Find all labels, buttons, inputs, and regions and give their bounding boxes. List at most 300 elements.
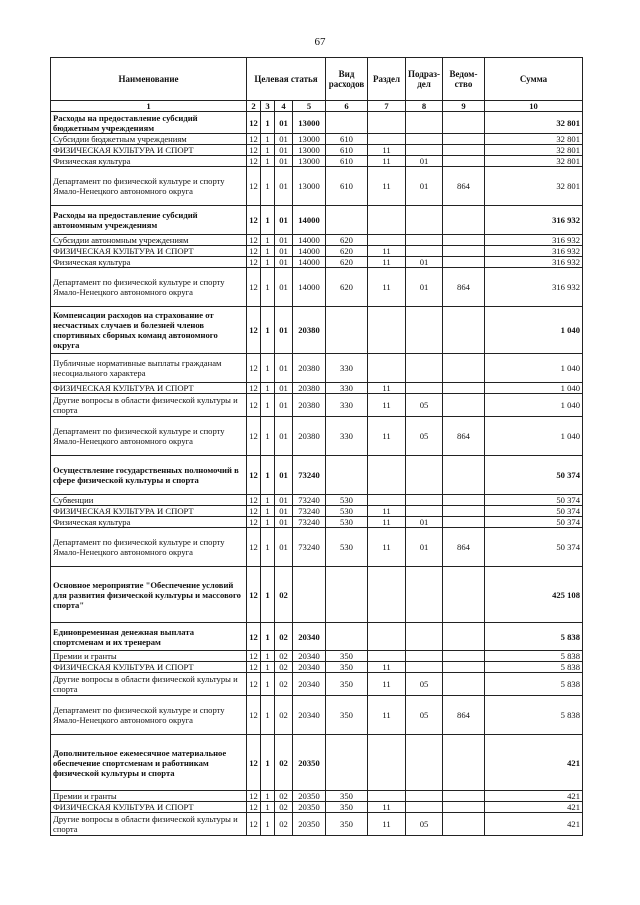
cell-department: [443, 112, 485, 134]
cell-article-subprogram: 1: [261, 791, 275, 802]
cell-section: 11: [368, 813, 406, 836]
table-row: [51, 662, 583, 673]
cell-subsection: 05: [406, 696, 443, 735]
col-number: 7: [368, 101, 406, 112]
cell-expense-type: [326, 623, 368, 651]
cell-department: [443, 156, 485, 167]
cell-article-program: 12: [247, 112, 261, 134]
cell-article-program: 12: [247, 662, 261, 673]
cell-article-program: 12: [247, 567, 261, 623]
cell-article-direction: [293, 567, 326, 623]
table-row: [51, 145, 583, 156]
cell-article-program: 12: [247, 696, 261, 735]
cell-department: 864: [443, 696, 485, 735]
cell-name: Премии и гранты: [51, 791, 247, 802]
cell-department: [443, 735, 485, 791]
cell-sum: 50 374: [485, 528, 583, 567]
cell-department: [443, 802, 485, 813]
cell-sum: 1 040: [485, 354, 583, 383]
cell-section: 11: [368, 673, 406, 696]
cell-expense-type: 620: [326, 268, 368, 307]
cell-article-event: 01: [275, 257, 293, 268]
header-target-article: Целевая статья: [247, 58, 326, 101]
cell-name: Департамент по физической культуре и спорту Ямало-Ненецкого автономного округа: [51, 696, 247, 735]
cell-subsection: [406, 235, 443, 246]
cell-sum: 316 932: [485, 257, 583, 268]
cell-subsection: 05: [406, 394, 443, 417]
cell-subsection: [406, 802, 443, 813]
cell-section: 11: [368, 167, 406, 206]
cell-name: Физическая культура: [51, 517, 247, 528]
cell-article-subprogram: 1: [261, 623, 275, 651]
cell-sum: 5 838: [485, 623, 583, 651]
cell-expense-type: 330: [326, 394, 368, 417]
cell-article-event: 01: [275, 394, 293, 417]
cell-name: Расходы на предоставление субсидий автономным учреждениям: [51, 206, 247, 235]
cell-subsection: [406, 134, 443, 145]
cell-article-event: 02: [275, 673, 293, 696]
cell-article-direction: 14000: [293, 235, 326, 246]
cell-expense-type: 620: [326, 246, 368, 257]
cell-article-event: 01: [275, 528, 293, 567]
cell-subsection: [406, 383, 443, 394]
cell-article-subprogram: 1: [261, 696, 275, 735]
cell-article-subprogram: 1: [261, 517, 275, 528]
cell-name: Расходы на предоставление субсидий бюджетным учреждениям: [51, 112, 247, 134]
cell-sum: 425 108: [485, 567, 583, 623]
col-number: 2: [247, 101, 261, 112]
table-row: [51, 394, 583, 417]
cell-section: [368, 206, 406, 235]
cell-department: [443, 354, 485, 383]
cell-name: Другие вопросы в области физической культуры и спорта: [51, 673, 247, 696]
cell-subsection: [406, 145, 443, 156]
cell-article-direction: 14000: [293, 257, 326, 268]
cell-article-event: 02: [275, 651, 293, 662]
cell-expense-type: 620: [326, 257, 368, 268]
cell-sum: 1 040: [485, 383, 583, 394]
cell-expense-type: 530: [326, 495, 368, 506]
cell-article-event: 01: [275, 354, 293, 383]
cell-article-event: 02: [275, 802, 293, 813]
cell-sum: 50 374: [485, 517, 583, 528]
cell-expense-type: 350: [326, 802, 368, 813]
table-row: [51, 506, 583, 517]
cell-department: [443, 206, 485, 235]
cell-article-subprogram: 1: [261, 651, 275, 662]
cell-department: [443, 134, 485, 145]
cell-article-subprogram: 1: [261, 354, 275, 383]
cell-department: [443, 235, 485, 246]
cell-sum: 5 838: [485, 651, 583, 662]
cell-article-program: 12: [247, 623, 261, 651]
cell-department: [443, 662, 485, 673]
cell-article-subprogram: 1: [261, 506, 275, 517]
cell-department: [443, 456, 485, 495]
cell-expense-type: 610: [326, 145, 368, 156]
cell-article-event: 02: [275, 662, 293, 673]
cell-article-direction: 20340: [293, 623, 326, 651]
cell-name: Премии и гранты: [51, 651, 247, 662]
cell-expense-type: 350: [326, 651, 368, 662]
cell-section: 11: [368, 246, 406, 257]
cell-article-program: 12: [247, 235, 261, 246]
cell-section: [368, 567, 406, 623]
cell-section: [368, 354, 406, 383]
col-number: 3: [261, 101, 275, 112]
cell-article-program: 12: [247, 506, 261, 517]
cell-article-direction: 13000: [293, 112, 326, 134]
cell-section: [368, 134, 406, 145]
cell-sum: 50 374: [485, 456, 583, 495]
cell-article-subprogram: 1: [261, 802, 275, 813]
cell-section: 11: [368, 506, 406, 517]
cell-department: 864: [443, 268, 485, 307]
cell-name: Департамент по физической культуре и спорту Ямало-Ненецкого автономного округа: [51, 417, 247, 456]
cell-sum: 32 801: [485, 112, 583, 134]
cell-subsection: 05: [406, 673, 443, 696]
cell-name: ФИЗИЧЕСКАЯ КУЛЬТУРА И СПОРТ: [51, 383, 247, 394]
cell-article-event: 01: [275, 517, 293, 528]
table-row: [51, 673, 583, 696]
cell-expense-type: 350: [326, 813, 368, 836]
cell-article-subprogram: 1: [261, 383, 275, 394]
cell-subsection: [406, 506, 443, 517]
header-subsection: Подраз-дел: [406, 58, 443, 101]
cell-article-subprogram: 1: [261, 257, 275, 268]
cell-expense-type: 350: [326, 791, 368, 802]
cell-department: [443, 246, 485, 257]
table-row: [51, 112, 583, 134]
cell-article-event: 01: [275, 167, 293, 206]
cell-article-program: 12: [247, 156, 261, 167]
table-row: [51, 528, 583, 567]
cell-sum: 316 932: [485, 268, 583, 307]
header-department: Ведом-ство: [443, 58, 485, 101]
cell-name: ФИЗИЧЕСКАЯ КУЛЬТУРА И СПОРТ: [51, 506, 247, 517]
cell-section: 11: [368, 268, 406, 307]
cell-section: 11: [368, 257, 406, 268]
cell-expense-type: 330: [326, 354, 368, 383]
table-row: [51, 696, 583, 735]
cell-sum: 50 374: [485, 495, 583, 506]
cell-department: [443, 673, 485, 696]
cell-article-program: 12: [247, 206, 261, 235]
cell-article-subprogram: 1: [261, 134, 275, 145]
cell-expense-type: 610: [326, 167, 368, 206]
cell-expense-type: [326, 456, 368, 495]
table-row: [51, 268, 583, 307]
cell-article-program: 12: [247, 791, 261, 802]
cell-article-subprogram: 1: [261, 156, 275, 167]
header-section: Раздел: [368, 58, 406, 101]
cell-article-direction: 20350: [293, 791, 326, 802]
cell-name: Единовременная денежная выплата спортсменам и их тренерам: [51, 623, 247, 651]
cell-sum: 421: [485, 791, 583, 802]
cell-article-direction: 73240: [293, 456, 326, 495]
cell-article-program: 12: [247, 354, 261, 383]
table-row: [51, 134, 583, 145]
cell-name: Департамент по физической культуре и спорту Ямало-Ненецкого автономного округа: [51, 268, 247, 307]
cell-article-event: 01: [275, 145, 293, 156]
cell-subsection: 01: [406, 268, 443, 307]
cell-expense-type: 330: [326, 383, 368, 394]
cell-article-direction: 14000: [293, 206, 326, 235]
cell-article-direction: 20350: [293, 802, 326, 813]
cell-article-program: 12: [247, 417, 261, 456]
cell-name: Субсидии бюджетным учреждениям: [51, 134, 247, 145]
cell-article-subprogram: 1: [261, 813, 275, 836]
cell-article-direction: 20380: [293, 383, 326, 394]
cell-article-subprogram: 1: [261, 495, 275, 506]
cell-article-event: 02: [275, 813, 293, 836]
cell-expense-type: [326, 567, 368, 623]
cell-name: ФИЗИЧЕСКАЯ КУЛЬТУРА И СПОРТ: [51, 802, 247, 813]
cell-subsection: [406, 662, 443, 673]
cell-article-event: 01: [275, 112, 293, 134]
cell-article-event: 01: [275, 383, 293, 394]
cell-department: [443, 495, 485, 506]
cell-section: [368, 791, 406, 802]
table-row: [51, 567, 583, 623]
cell-article-direction: 73240: [293, 495, 326, 506]
cell-subsection: [406, 651, 443, 662]
cell-sum: 32 801: [485, 167, 583, 206]
cell-subsection: [406, 307, 443, 354]
cell-subsection: [406, 567, 443, 623]
cell-name: ФИЗИЧЕСКАЯ КУЛЬТУРА И СПОРТ: [51, 662, 247, 673]
table-row: [51, 651, 583, 662]
cell-section: [368, 651, 406, 662]
table-row: [51, 791, 583, 802]
cell-subsection: [406, 735, 443, 791]
cell-expense-type: 530: [326, 517, 368, 528]
cell-subsection: 01: [406, 257, 443, 268]
col-number: 8: [406, 101, 443, 112]
cell-expense-type: 350: [326, 696, 368, 735]
cell-article-direction: 14000: [293, 268, 326, 307]
table-row: [51, 354, 583, 383]
cell-article-direction: 20350: [293, 813, 326, 836]
cell-article-direction: 20340: [293, 662, 326, 673]
cell-article-subprogram: 1: [261, 417, 275, 456]
cell-name: Департамент по физической культуре и спорту Ямало-Ненецкого автономного округа: [51, 528, 247, 567]
cell-article-program: 12: [247, 167, 261, 206]
cell-article-program: 12: [247, 495, 261, 506]
cell-article-subprogram: 1: [261, 394, 275, 417]
cell-article-program: 12: [247, 145, 261, 156]
cell-sum: 32 801: [485, 134, 583, 145]
header-expense-type: Вид расходов: [326, 58, 368, 101]
table-row: [51, 517, 583, 528]
cell-article-program: 12: [247, 268, 261, 307]
table-row: [51, 246, 583, 257]
cell-sum: 32 801: [485, 145, 583, 156]
cell-article-direction: 20340: [293, 651, 326, 662]
cell-sum: 1 040: [485, 394, 583, 417]
cell-department: [443, 517, 485, 528]
cell-name: ФИЗИЧЕСКАЯ КУЛЬТУРА И СПОРТ: [51, 246, 247, 257]
cell-article-event: 02: [275, 567, 293, 623]
cell-expense-type: 610: [326, 134, 368, 145]
cell-section: [368, 623, 406, 651]
cell-article-program: 12: [247, 651, 261, 662]
cell-sum: 421: [485, 802, 583, 813]
cell-article-event: 02: [275, 791, 293, 802]
cell-department: [443, 813, 485, 836]
cell-section: [368, 456, 406, 495]
cell-subsection: [406, 456, 443, 495]
cell-article-subprogram: 1: [261, 145, 275, 156]
cell-subsection: [406, 112, 443, 134]
cell-subsection: 01: [406, 156, 443, 167]
cell-subsection: [406, 791, 443, 802]
cell-sum: 316 932: [485, 235, 583, 246]
cell-expense-type: 530: [326, 506, 368, 517]
cell-expense-type: 330: [326, 417, 368, 456]
cell-article-subprogram: 1: [261, 528, 275, 567]
cell-subsection: 01: [406, 517, 443, 528]
cell-article-subprogram: 1: [261, 112, 275, 134]
cell-expense-type: [326, 735, 368, 791]
table-row: [51, 235, 583, 246]
cell-article-program: 12: [247, 802, 261, 813]
col-number: 10: [485, 101, 583, 112]
cell-subsection: [406, 206, 443, 235]
col-number: 6: [326, 101, 368, 112]
cell-department: [443, 394, 485, 417]
cell-subsection: 05: [406, 417, 443, 456]
cell-section: [368, 235, 406, 246]
header-row: [51, 58, 583, 101]
cell-article-program: 12: [247, 673, 261, 696]
cell-department: 864: [443, 417, 485, 456]
cell-department: [443, 623, 485, 651]
cell-section: [368, 112, 406, 134]
cell-department: 864: [443, 167, 485, 206]
cell-article-subprogram: 1: [261, 206, 275, 235]
cell-article-program: 12: [247, 528, 261, 567]
cell-department: [443, 791, 485, 802]
cell-article-event: 01: [275, 246, 293, 257]
header-sum: Сумма: [485, 58, 583, 101]
cell-subsection: 01: [406, 167, 443, 206]
cell-section: [368, 307, 406, 354]
cell-department: [443, 506, 485, 517]
cell-expense-type: 620: [326, 235, 368, 246]
cell-subsection: [406, 623, 443, 651]
cell-article-program: 12: [247, 813, 261, 836]
cell-article-program: 12: [247, 517, 261, 528]
cell-section: 11: [368, 156, 406, 167]
cell-section: 11: [368, 394, 406, 417]
cell-name: Физическая культура: [51, 257, 247, 268]
cell-expense-type: 350: [326, 673, 368, 696]
cell-sum: 5 838: [485, 673, 583, 696]
cell-sum: 50 374: [485, 506, 583, 517]
cell-article-direction: 20380: [293, 394, 326, 417]
cell-name: Субвенции: [51, 495, 247, 506]
column-number-row: [51, 101, 583, 112]
cell-article-subprogram: 1: [261, 235, 275, 246]
header-name: Наименование: [51, 58, 247, 101]
cell-sum: 32 801: [485, 156, 583, 167]
cell-sum: 316 932: [485, 246, 583, 257]
cell-article-subprogram: 1: [261, 567, 275, 623]
cell-name: ФИЗИЧЕСКАЯ КУЛЬТУРА И СПОРТ: [51, 145, 247, 156]
cell-sum: 421: [485, 813, 583, 836]
cell-name: Другие вопросы в области физической культуры и спорта: [51, 813, 247, 836]
cell-name: Субсидии автономным учреждениям: [51, 235, 247, 246]
table-row: [51, 257, 583, 268]
cell-article-subprogram: 1: [261, 246, 275, 257]
cell-department: [443, 651, 485, 662]
table-row: [51, 417, 583, 456]
cell-department: [443, 145, 485, 156]
cell-article-event: 01: [275, 134, 293, 145]
cell-expense-type: 610: [326, 156, 368, 167]
cell-section: 11: [368, 417, 406, 456]
cell-expense-type: [326, 206, 368, 235]
cell-section: [368, 495, 406, 506]
cell-article-subprogram: 1: [261, 307, 275, 354]
cell-article-program: 12: [247, 735, 261, 791]
table-row: [51, 623, 583, 651]
cell-department: 864: [443, 528, 485, 567]
cell-subsection: [406, 246, 443, 257]
cell-article-event: 02: [275, 696, 293, 735]
cell-section: 11: [368, 662, 406, 673]
cell-section: 11: [368, 145, 406, 156]
cell-article-direction: 20380: [293, 307, 326, 354]
cell-article-event: 01: [275, 456, 293, 495]
table-body: [51, 112, 583, 836]
cell-department: [443, 383, 485, 394]
cell-article-event: 01: [275, 307, 293, 354]
table-row: [51, 156, 583, 167]
cell-sum: 421: [485, 735, 583, 791]
cell-article-direction: 73240: [293, 517, 326, 528]
cell-subsection: [406, 495, 443, 506]
cell-name: Публичные нормативные выплаты гражданам несоциального характера: [51, 354, 247, 383]
cell-article-program: 12: [247, 134, 261, 145]
cell-section: 11: [368, 802, 406, 813]
cell-article-direction: 20340: [293, 696, 326, 735]
cell-name: Компенсации расходов на страхование от несчастных случаев и болезней членов спортивных сборных команд автономного округа: [51, 307, 247, 354]
cell-sum: 5 838: [485, 662, 583, 673]
col-number: 1: [51, 101, 247, 112]
cell-expense-type: 350: [326, 662, 368, 673]
cell-subsection: 01: [406, 528, 443, 567]
cell-department: [443, 567, 485, 623]
cell-article-program: 12: [247, 456, 261, 495]
cell-article-direction: 20380: [293, 354, 326, 383]
cell-article-event: 01: [275, 268, 293, 307]
cell-article-direction: 13000: [293, 167, 326, 206]
cell-article-direction: 20340: [293, 673, 326, 696]
cell-article-program: 12: [247, 383, 261, 394]
cell-article-direction: 13000: [293, 145, 326, 156]
cell-article-direction: 14000: [293, 246, 326, 257]
cell-article-direction: 13000: [293, 156, 326, 167]
cell-sum: 1 040: [485, 307, 583, 354]
table-row: [51, 167, 583, 206]
col-number: 4: [275, 101, 293, 112]
cell-article-subprogram: 1: [261, 456, 275, 495]
cell-expense-type: 530: [326, 528, 368, 567]
cell-section: [368, 735, 406, 791]
cell-article-program: 12: [247, 246, 261, 257]
